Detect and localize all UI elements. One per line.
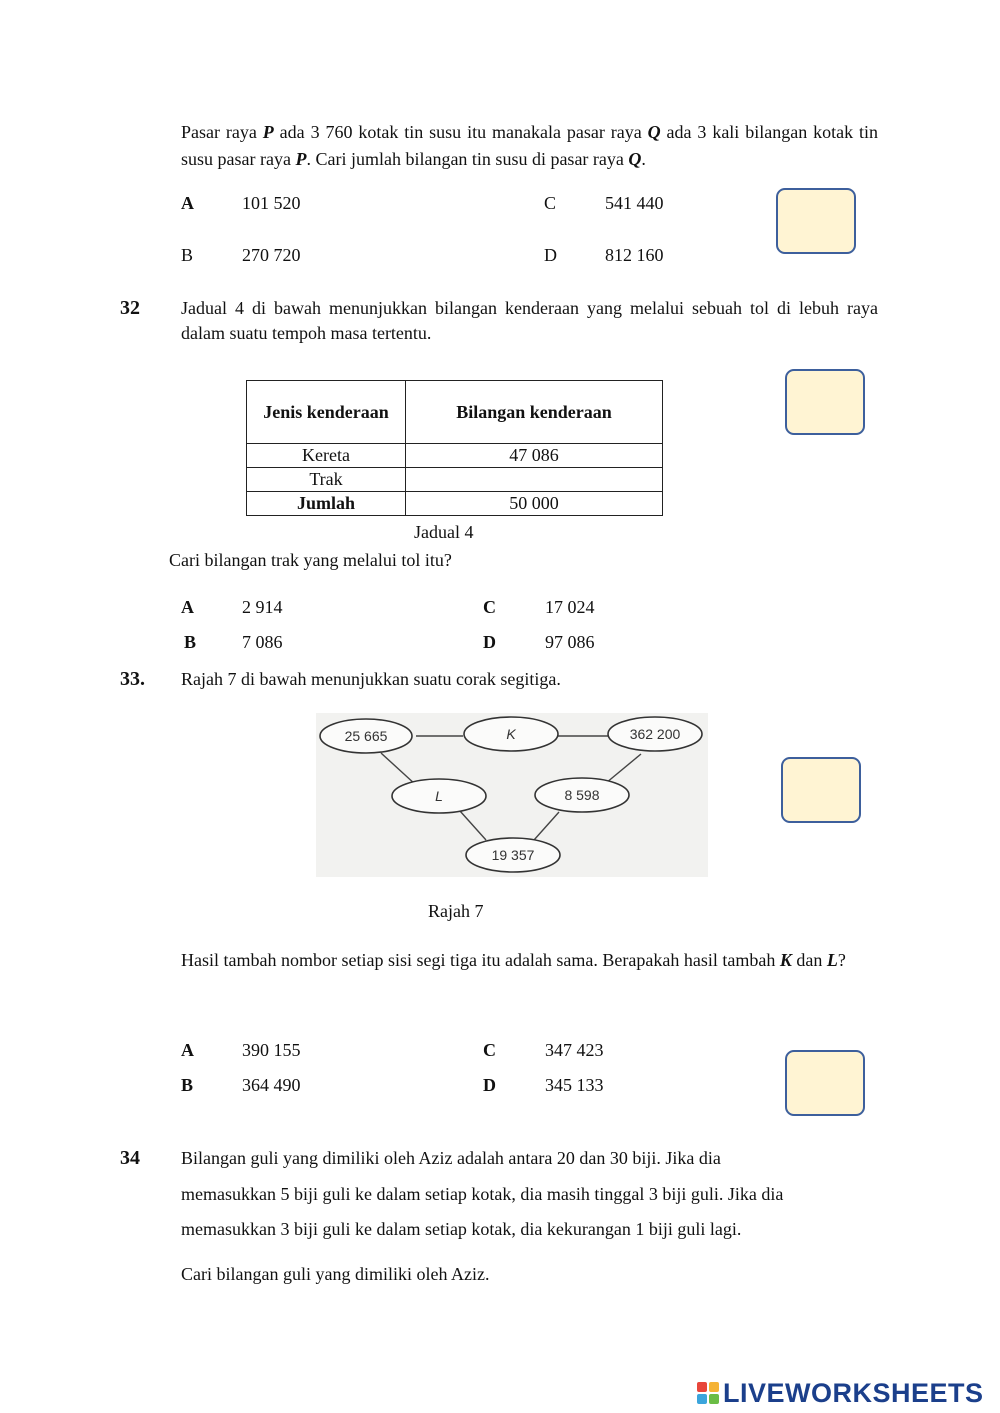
q32-option-b-letter: B xyxy=(184,632,197,652)
q34-number: 34 xyxy=(120,1147,140,1169)
q34-question: Cari bilangan guli yang dimiliki oleh Aziz. xyxy=(181,1264,490,1284)
q33-option-a-letter: A xyxy=(181,1040,194,1060)
q32-option-a-value: 2 914 xyxy=(242,597,283,617)
q32-option-c-letter: C xyxy=(483,597,496,617)
node-label-bottom: 19 357 xyxy=(491,847,535,863)
node-label-top-left: 25 665 xyxy=(344,728,388,744)
q31-text: Pasar raya P ada 3 760 kotak tin susu itu manakala pasar raya Q ada 3 kali bilangan kotak tin susu pasar raya P. Cari jumlah bilangan tin susu di pasar raya Q. xyxy=(181,122,878,169)
triangle-diagram xyxy=(316,713,708,877)
q33-text: Rajah 7 di bawah menunjukkan suatu corak segitiga. xyxy=(181,669,561,689)
diagram-caption: Rajah 7 xyxy=(428,901,484,921)
logo-mark-icon xyxy=(697,1382,719,1404)
q33-answer-box[interactable] xyxy=(781,757,861,823)
q31-option-d-letter: D xyxy=(544,245,557,265)
q32-option-a-letter: A xyxy=(181,597,194,617)
logo-square xyxy=(709,1394,719,1404)
table-cell-label: Jumlah xyxy=(247,492,406,516)
q32-option-d-value: 97 086 xyxy=(545,632,595,652)
q31-option-a-letter: A xyxy=(181,193,194,213)
logo-text: LIVEWORKSHEETS xyxy=(723,1377,984,1408)
q33-option-d-letter: D xyxy=(483,1075,496,1095)
q31-option-c-value: 541 440 xyxy=(605,193,664,213)
table-cell-value: 47 086 xyxy=(406,444,663,468)
q33-option-c-letter: C xyxy=(483,1040,496,1060)
q33-number: 33. xyxy=(120,668,145,690)
q34-line-3: memasukkan 3 biji guli ke dalam setiap kotak, dia kekurangan 1 biji guli lagi. xyxy=(181,1219,742,1239)
q33-option-a-value: 390 155 xyxy=(242,1040,301,1060)
vehicle-table xyxy=(246,380,663,516)
logo-square xyxy=(697,1394,707,1404)
node-label-mid-right: 8 598 xyxy=(564,787,600,803)
q33-question: Hasil tambah nombor setiap sisi segi tiga itu adalah sama. Berapakah hasil tambah K dan L? xyxy=(181,950,846,970)
table-cell-label: Trak xyxy=(247,468,406,492)
node-label-top-right: 362 200 xyxy=(629,726,681,742)
q32-question: Cari bilangan trak yang melalui tol itu? xyxy=(169,550,452,570)
q32-text: Jadual 4 di bawah menunjukkan bilangan kenderaan yang melalui sebuah tol di lebuh raya dalam suatu tempoh masa tertentu. xyxy=(181,298,878,343)
table-caption: Jadual 4 xyxy=(414,522,474,542)
diagram-edge xyxy=(381,753,416,785)
q31-option-a-value: 101 520 xyxy=(242,193,301,213)
q32-answer-box[interactable] xyxy=(785,369,865,435)
q33-option-c-value: 347 423 xyxy=(545,1040,604,1060)
q33-option-d-value: 345 133 xyxy=(545,1075,604,1095)
table-header-count: Bilangan kenderaan xyxy=(406,381,663,444)
table-cell-label: Kereta xyxy=(247,444,406,468)
q31-option-c-letter: C xyxy=(544,193,557,213)
logo-square xyxy=(709,1382,719,1392)
q31-option-b-letter: B xyxy=(181,245,194,265)
node-label-top-middle: K xyxy=(506,726,516,742)
diagram-edge xyxy=(534,812,559,840)
node-label-mid-left: L xyxy=(435,788,443,804)
q34-line-2: memasukkan 5 biji guli ke dalam setiap kotak, dia masih tinggal 3 biji guli. Jika dia xyxy=(181,1184,784,1204)
logo-square xyxy=(697,1382,707,1392)
q33-option-b-letter: B xyxy=(181,1075,194,1095)
table-header-type: Jenis kenderaan xyxy=(247,381,406,444)
q31-answer-box[interactable] xyxy=(776,188,856,254)
diagram-edge xyxy=(460,811,486,840)
table-row xyxy=(247,468,663,492)
q34-line-1: Bilangan guli yang dimiliki oleh Aziz adalah antara 20 dan 30 biji. Jika dia xyxy=(181,1148,721,1168)
q33-option-b-value: 364 490 xyxy=(242,1075,301,1095)
q32-option-c-value: 17 024 xyxy=(545,597,595,617)
q32-option-b-value: 7 086 xyxy=(242,632,283,652)
q32-option-d-letter: D xyxy=(483,632,496,652)
table-row xyxy=(247,444,663,468)
q32-number: 32 xyxy=(120,297,140,319)
table-cell-value xyxy=(406,468,663,492)
liveworksheets-logo xyxy=(697,1378,984,1408)
q33-answer-box-2[interactable] xyxy=(785,1050,865,1116)
table-cell-value: 50 000 xyxy=(406,492,663,516)
table-row xyxy=(247,492,663,516)
diagram-edge xyxy=(606,754,641,783)
q31-option-b-value: 270 720 xyxy=(242,245,301,265)
q31-option-d-value: 812 160 xyxy=(605,245,664,265)
